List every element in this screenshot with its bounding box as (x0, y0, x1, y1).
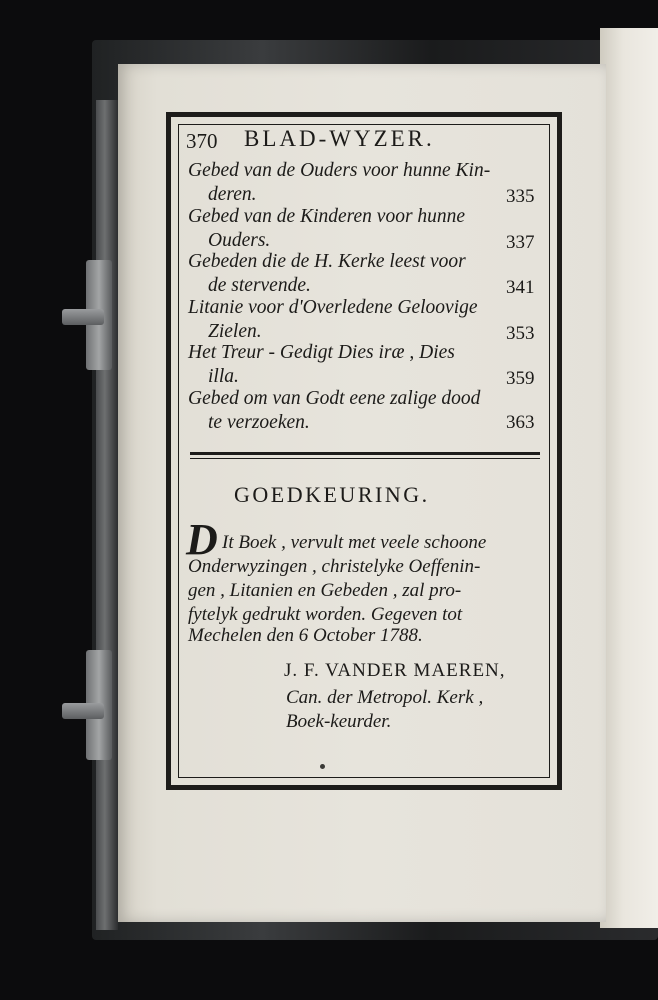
entry-2-page: 337 (506, 232, 535, 253)
ink-speck (320, 764, 325, 769)
entry-5-page: 359 (506, 368, 535, 389)
entry-3-line1: Gebeden die de H. Kerke leest voor (188, 251, 466, 272)
approval-line-3: gen , Litanien en Gebeden , zal pro- (188, 580, 462, 601)
entry-4-line1: Litanie voor d'Overledene Geloovige (188, 297, 478, 318)
approval-line-5: Mechelen den 6 October 1788. (188, 625, 423, 646)
entry-6-page: 363 (506, 412, 535, 433)
facing-page-edge (600, 28, 658, 928)
drop-cap: D (186, 515, 218, 564)
entry-2-line1: Gebed van de Kinderen voor hunne (188, 206, 466, 227)
entry-2-line2: Ouders. (208, 230, 271, 251)
signature-role: Boek-keurder. (286, 711, 392, 732)
entry-6-line2: te verzoeken. (208, 412, 310, 433)
divider-thin (190, 458, 540, 459)
approval-title: GOEDKEURING. (234, 482, 430, 507)
entry-6-line1: Gebed om van Godt eene zalige dood (188, 388, 481, 409)
page-number: 370 (186, 129, 218, 153)
divider-thick (190, 452, 540, 455)
entry-4-line2: Zielen. (208, 321, 262, 342)
entry-5-line1: Het Treur - Gedigt Dies iræ , Dies (188, 342, 455, 363)
entry-1-line1: Gebed van de Ouders voor hunne Kin- (188, 160, 491, 181)
entry-1-page: 335 (506, 186, 535, 207)
signature-name: J. F. VANDER MAEREN, (284, 660, 506, 681)
entry-4-page: 353 (506, 323, 535, 344)
entry-3-page: 341 (506, 277, 535, 298)
entry-1-line2: deren. (208, 184, 257, 205)
approval-line-1: It Boek , vervult met veele schoone (222, 532, 487, 553)
approval-line-2: Onderwyzingen , christelyke Oeffenin- (188, 556, 481, 577)
page-title: BLAD-WYZER. (244, 126, 435, 151)
signature-title: Can. der Metropol. Kerk , (286, 687, 484, 708)
clasp-pin-bottom (62, 703, 104, 719)
approval-line-4: fytelyk gedrukt worden. Gegeven tot (188, 604, 463, 625)
page-block-edge (96, 100, 118, 930)
entry-5-line2: illa. (208, 366, 239, 387)
clasp-pin-top (62, 309, 104, 325)
entry-3-line2: de stervende. (208, 275, 311, 296)
